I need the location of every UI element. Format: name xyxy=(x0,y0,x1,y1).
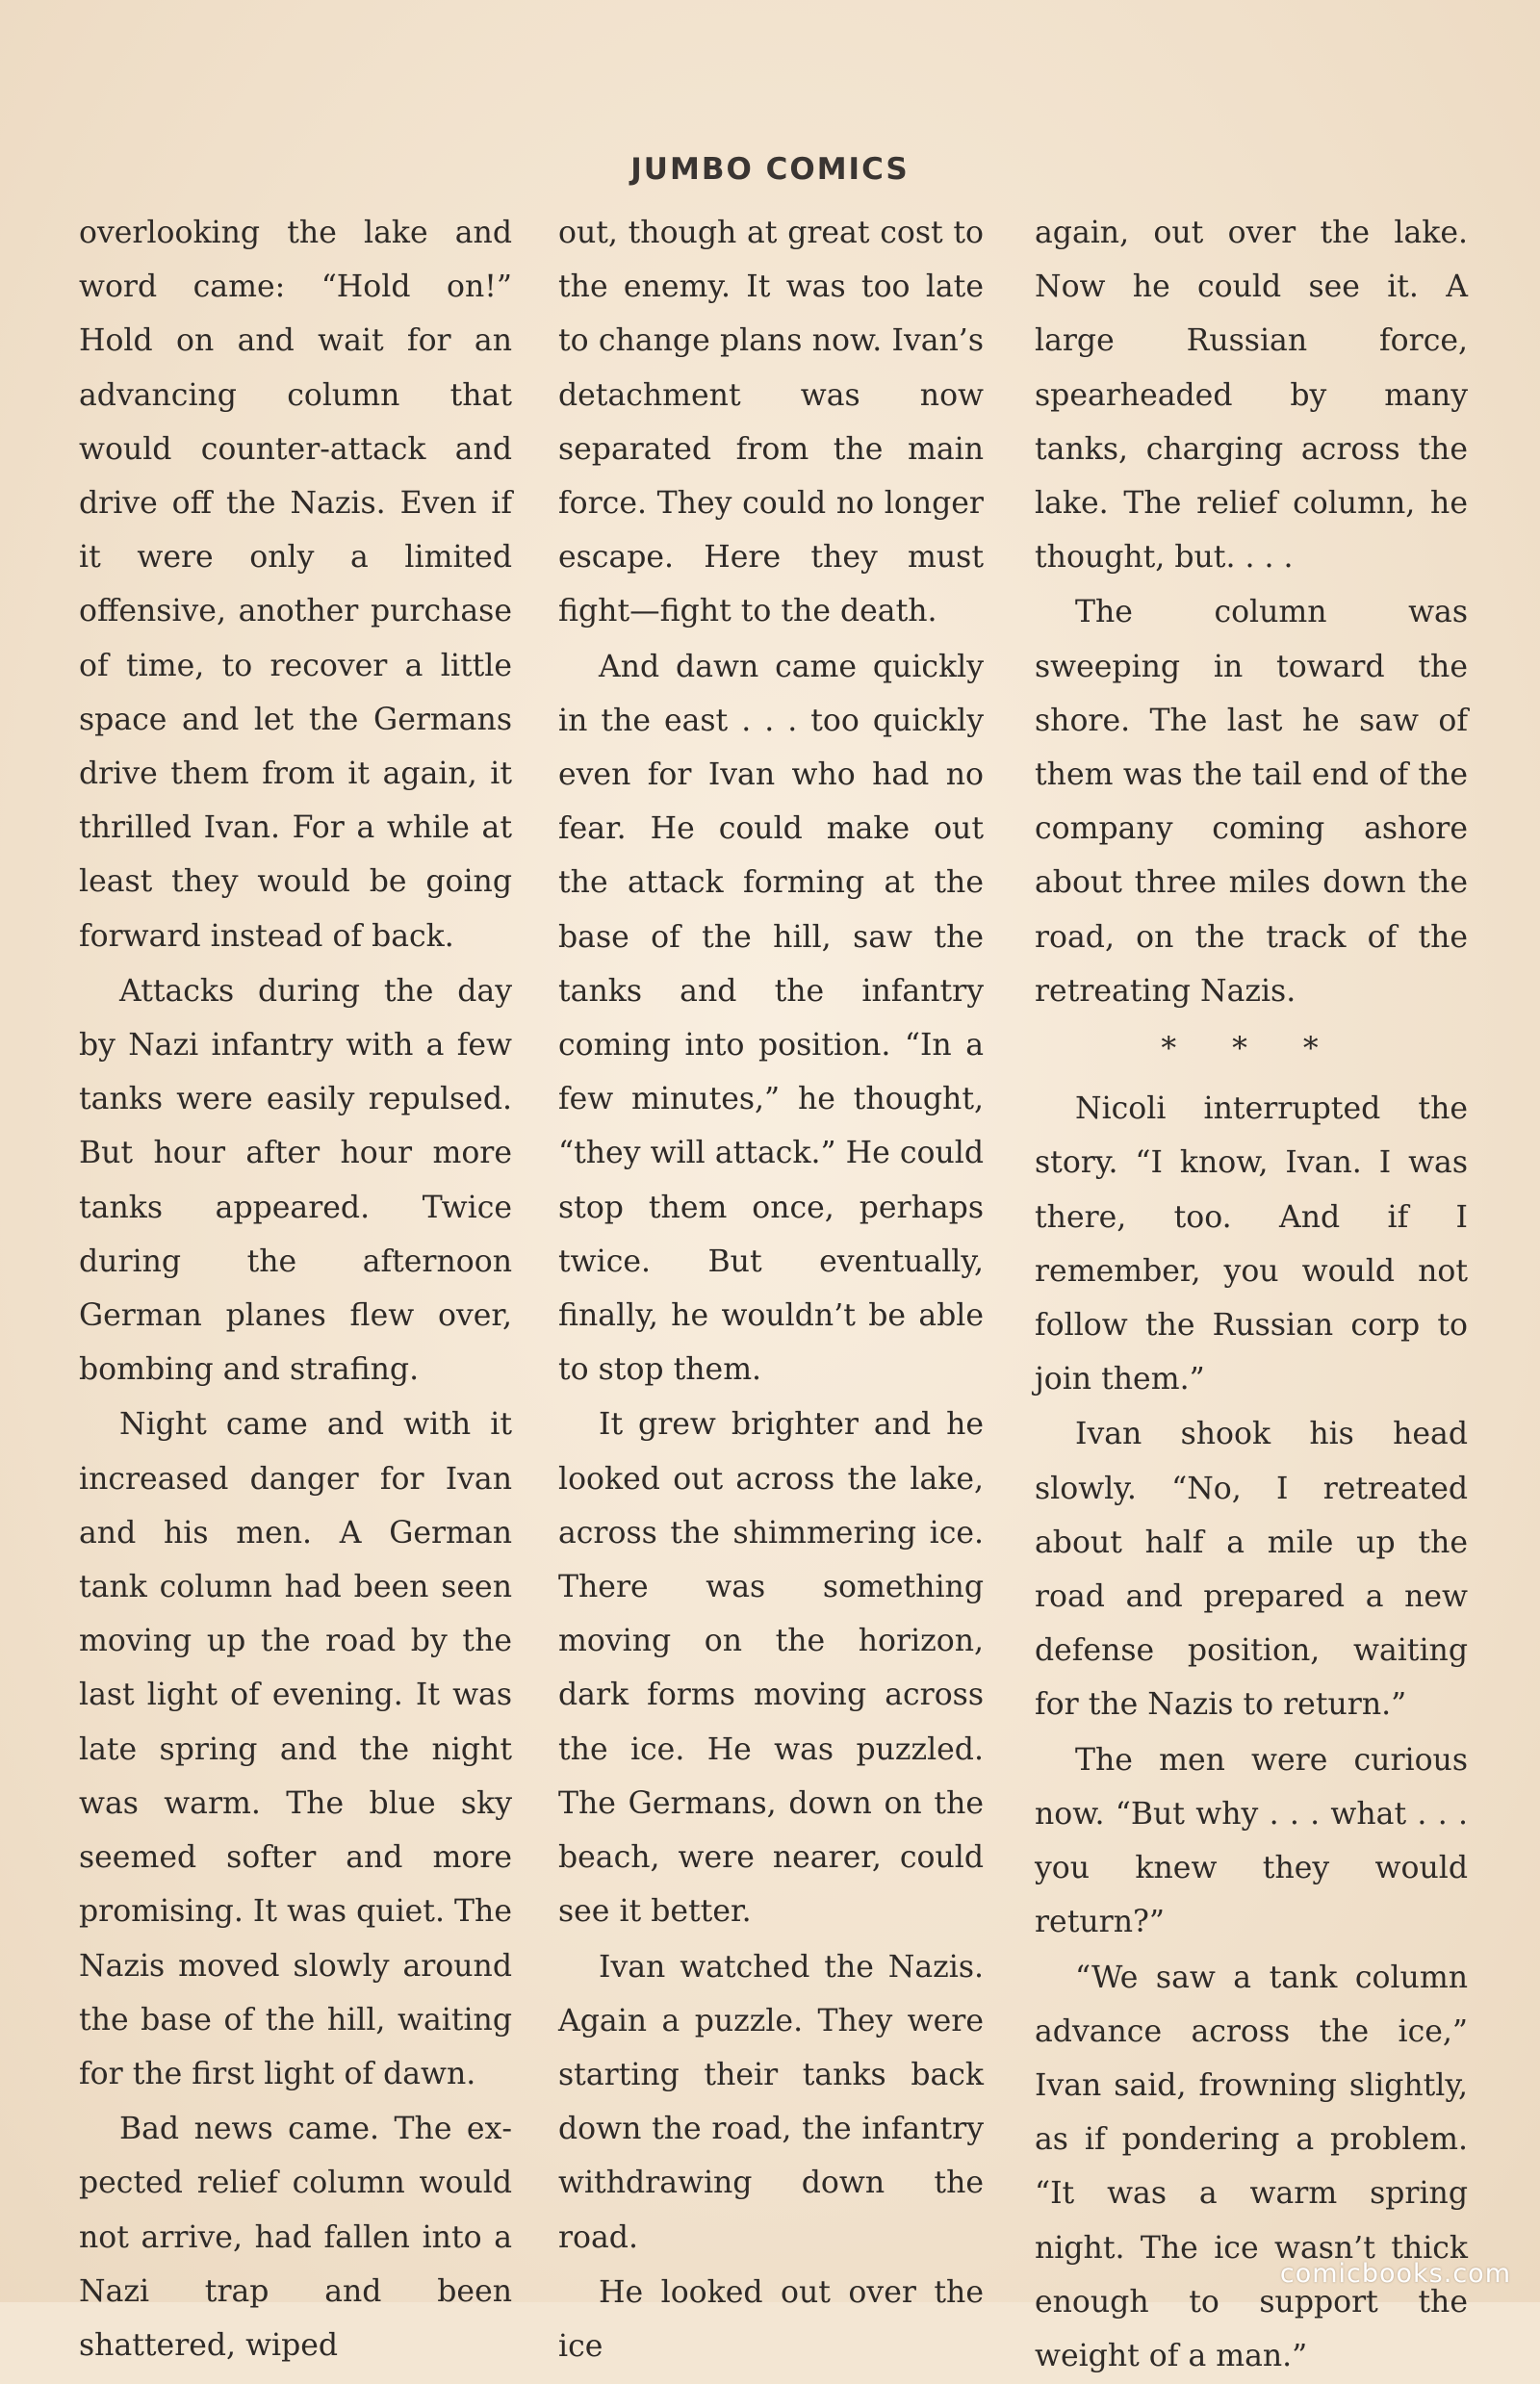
paragraph: The column was sweeping in toward the shore. The last he saw of them was the tail end of the company coming ashore about three miles down the road, on the track of the retreating Nazis. xyxy=(1035,595,1468,1009)
text-column-2 xyxy=(558,206,984,2374)
paragraph: again, out over the lake. Now he could see it. A large Russian force, spearheaded by many tanks, charging across the lake. The relief column, he thought, but. . . . xyxy=(1035,216,1468,576)
paragraph: Bad news came. The expected relief column would not arrive, had fallen into a Nazi trap and been shattered, wiped xyxy=(79,2112,512,2363)
paragraph: Nicoli interrupted the story. “I know, Ivan. I was there, too. And if I remember, you would not follow the Russian corp to join them.” xyxy=(1035,1091,1468,1397)
paragraph: Attacks during the day by Nazi infantry with a few tanks were easily repulsed. But hour after hour more tanks appeared. Twice during the afternoon German planes flew over, bombing and strafing. xyxy=(79,973,512,1388)
paragraph: And dawn came quickly in the east . . . too quickly even for Ivan who had no fear. He could make out the attack forming at the base of the hill, saw the tanks and the infantry coming into position. “In a few minutes,” he thought, “they will attack.” He could stop them once, perhaps twice. But eventually, finally, he wouldn’t be able to stop them. xyxy=(558,649,984,1388)
paragraph: Night came and with it increased danger for Ivan and his men. A German tank column had been seen moving up the road by the last light of evening. It was late spring and the night was warm. The blue sky seemed softer and more promising. It was quiet. The Nazis moved slowly around the base of the hill, waiting for the first light of dawn. xyxy=(79,1407,512,2091)
paragraph: “We saw a tank column advance across the ice,” Ivan said, frowning slightly, as if pondering a problem. “It was a warm spring night. The ice wasn’t thick enough to support the weight of a man.” xyxy=(1035,1960,1468,2373)
paragraph: Ivan shook his head slowly. “No, I retreated about half a mile up the road and prepared a new defense position, waiting for the Nazis to return.” xyxy=(1035,1417,1468,1723)
page-header: JUMBO COMICS xyxy=(630,152,910,187)
paragraph: It grew brighter and he looked out across the lake, across the shimmering ice. There was something moving on the horizon, dark forms moving across the ice. He was puzzled. The Germans, down on the beach, were nearer, could see it better. xyxy=(558,1407,984,1930)
text-column-3 xyxy=(1035,206,1468,2384)
paragraph: The men were curious now. “But why . . . what . . . you knew they would return?” xyxy=(1035,1742,1468,1940)
paragraph: He looked out over the ice xyxy=(558,2274,984,2364)
paragraph: overlooking the lake and word came: “Hold on!” Hold on and wait for an advancing column that would counter-attack and drive off the Nazis. Even if it were only a limited offensive, another purchase of time, to recover a little space and let the Germans drive them from it again, it thrilled Ivan. For a while at least they would be going forward instead of back. xyxy=(79,216,512,954)
text-column-1 xyxy=(79,206,512,2373)
paragraph: out, though at great cost to the enemy. It was too late to change plans now. Ivan’s detachment was now separated from the main force. They could no longer escape. Here they must fight—fight to the death. xyxy=(558,216,984,629)
section-break: * * * xyxy=(1161,1032,1342,1067)
watermark: comicbooks.com xyxy=(1279,2259,1511,2289)
paragraph: Ivan watched the Nazis. Again a puzzle. They were starting their tanks back down the road, the infantry withdrawing down the road. xyxy=(558,1949,984,2255)
